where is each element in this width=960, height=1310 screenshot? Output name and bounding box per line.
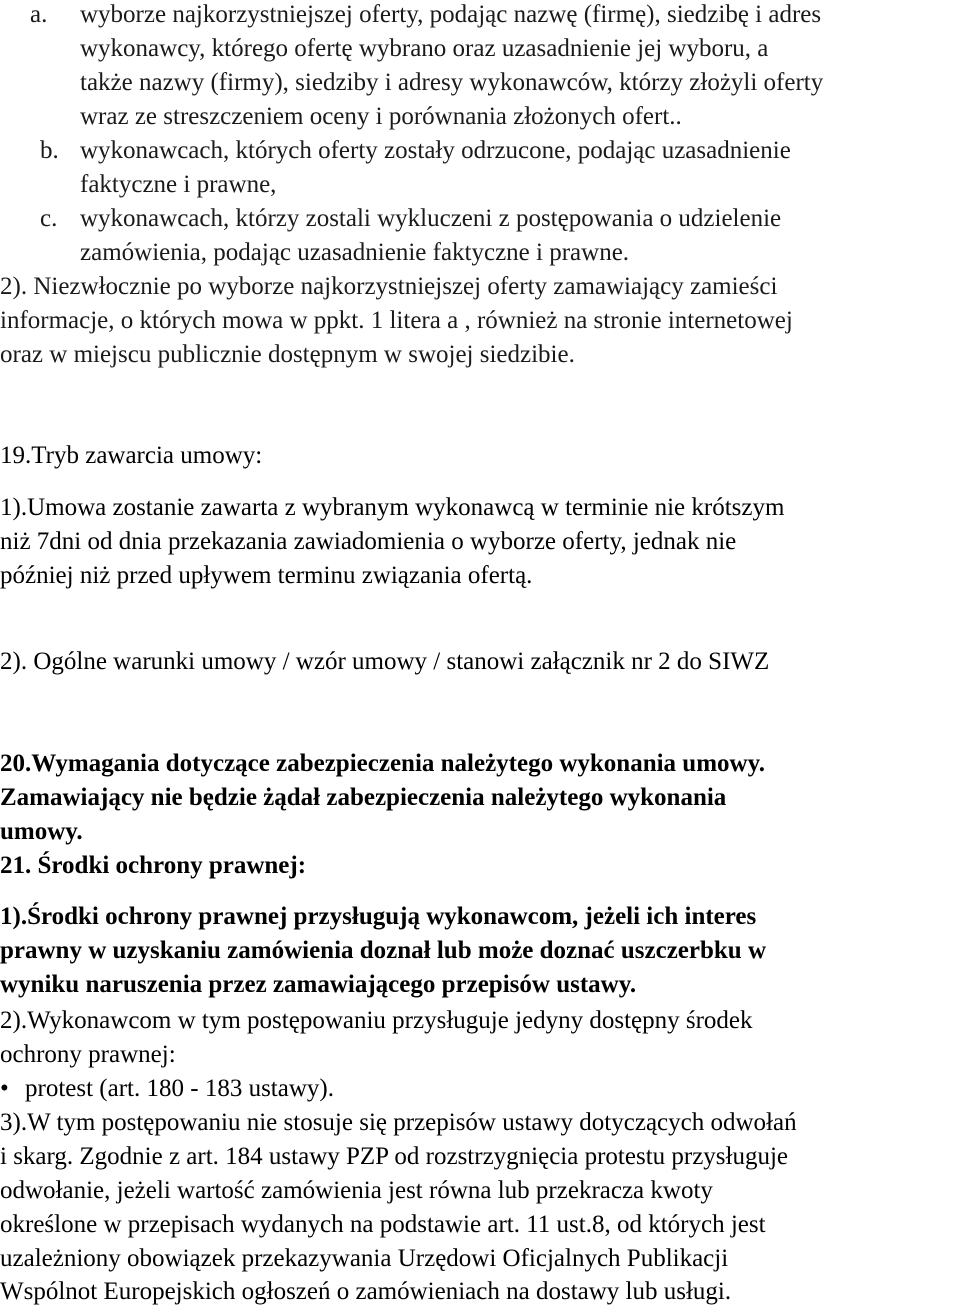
bullet-marker: • xyxy=(0,1075,9,1102)
notice-paragraph-line: 2). Niezwłocznie po wyborze najkorzystniejszej oferty zamawiający zamieści xyxy=(0,273,778,300)
section-21-paragraph-1-line: wyniku naruszenia przez zamawiającego przepisów ustawy. xyxy=(0,971,637,998)
list-a-line: wraz ze streszczeniem oceny i porównania złożonych ofert.. xyxy=(80,103,682,130)
list-a-marker: a. xyxy=(30,1,48,28)
section-21-paragraph-3-line: odwołanie, jeżeli wartość zamówienia jest równa lub przekracza kwoty xyxy=(0,1177,713,1204)
section-20-heading-line: Zamawiający nie będzie żądał zabezpieczenia należytego wykonania xyxy=(0,784,727,811)
section-21-paragraph-2-line: ochrony prawnej: xyxy=(0,1041,176,1068)
list-b-line: faktyczne i prawne, xyxy=(80,171,277,198)
section-19-paragraph-line: później niż przed upływem terminu związania ofertą. xyxy=(0,562,533,589)
list-b-marker: b. xyxy=(40,137,59,164)
section-21-paragraph-3-line: Wspólnot Europejskich ogłoszeń o zamówieniach na dostawy lub usługi. xyxy=(0,1278,732,1305)
list-a-line: także nazwy (firmy), siedziby i adresy wykonawców, którzy złożyli oferty xyxy=(80,69,824,96)
section-21-paragraph-3-line: 3).W tym postępowaniu nie stosuje się przepisów ustawy dotyczących odwołań xyxy=(0,1109,797,1136)
section-21-paragraph-1-line: 1).Środki ochrony prawnej przysługują wykonawcom, jeżeli ich interes xyxy=(0,903,757,930)
notice-paragraph-line: informacje, o których mowa w ppkt. 1 litera a , również na stronie internetowej xyxy=(0,307,793,334)
list-a-line: wyborze najkorzystniejszej oferty, podając nazwę (firmę), siedzibę i adres xyxy=(80,1,822,28)
list-c-line: zamówienia, podając uzasadnienie faktyczne i prawne. xyxy=(80,239,630,266)
section-21-heading: 21. Środki ochrony prawnej: xyxy=(0,852,307,879)
section-21-paragraph-1-line: prawny w uzyskaniu zamówienia doznał lub może doznać uszczerbku w xyxy=(0,937,767,964)
section-19-paragraph-line: niż 7dni od dnia przekazania zawiadomienia o wyborze oferty, jednak nie xyxy=(0,528,737,555)
section-19-paragraph-2: 2). Ogólne warunki umowy / wzór umowy / stanowi załącznik nr 2 do SIWZ xyxy=(0,648,770,675)
list-a-line: wykonawcy, którego ofertę wybrano oraz uzasadnienie jej wyboru, a xyxy=(80,35,769,62)
section-21-paragraph-3-line: określone w przepisach wydanych na podstawie art. 11 ust.8, od których jest xyxy=(0,1211,766,1238)
list-c-line: wykonawcach, którzy zostali wykluczeni z postępowania o udzielenie xyxy=(80,205,782,232)
section-19-heading: 19.Tryb zawarcia umowy: xyxy=(0,442,263,469)
section-20-heading-line: umowy. xyxy=(0,818,83,845)
bullet-text: protest (art. 180 - 183 ustawy). xyxy=(25,1075,334,1102)
section-20-heading-line: 20.Wymagania dotyczące zabezpieczenia należytego wykonania umowy. xyxy=(0,750,765,777)
section-19-paragraph-line: 1).Umowa zostanie zawarta z wybranym wykonawcą w terminie nie krótszym xyxy=(0,494,785,521)
section-21-paragraph-2-line: 2).Wykonawcom w tym postępowaniu przysługuje jedyny dostępny środek xyxy=(0,1007,753,1034)
bullet-item xyxy=(0,1072,334,1106)
list-b-line: wykonawcach, których oferty zostały odrzucone, podając uzasadnienie xyxy=(80,137,791,164)
section-21-paragraph-3-line: i skarg. Zgodnie z art. 184 ustawy PZP od rozstrzygnięcia protestu przysługuje xyxy=(0,1143,789,1170)
notice-paragraph-line: oraz w miejscu publicznie dostępnym w swojej siedzibie. xyxy=(0,341,575,368)
section-21-paragraph-3-line: uzależniony obowiązek przekazywania Urzędowi Oficjalnych Publikacji xyxy=(0,1245,729,1272)
list-c-marker: c. xyxy=(40,205,58,232)
